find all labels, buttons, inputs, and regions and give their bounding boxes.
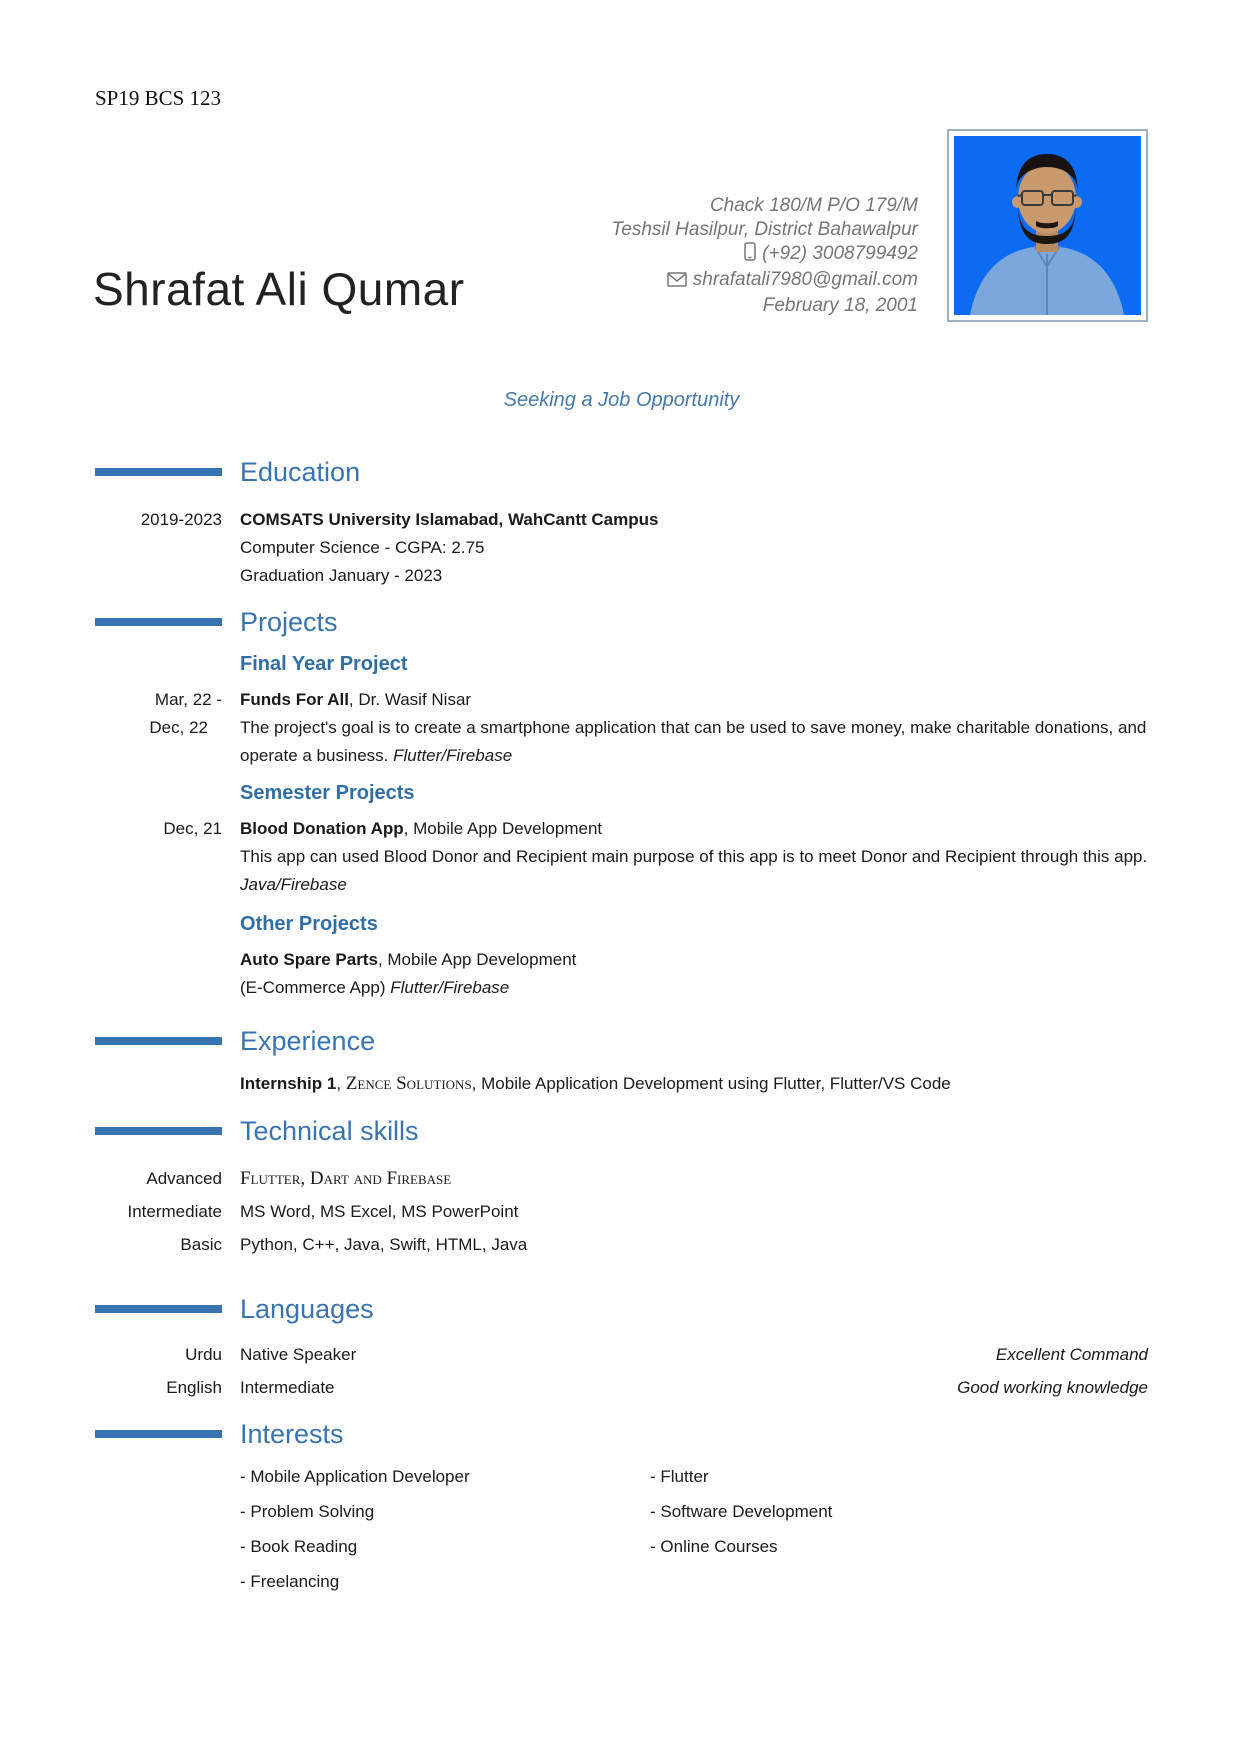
language-level: Native Speaker [240, 1345, 357, 1364]
final-year-project-entry [95, 686, 1148, 770]
interest-item: - Book Reading [240, 1533, 650, 1561]
profile-photo-illustration [954, 136, 1141, 315]
section-title-projects: Projects [240, 607, 338, 637]
final-year-project-dates [95, 686, 222, 770]
skill-row [95, 1228, 1148, 1261]
section-rule [95, 468, 222, 476]
description-text: This app can used Blood Donor and Recipient main purpose of this app is to meet Donor and Recipient through this app. [240, 847, 1148, 866]
section-rule [95, 618, 222, 626]
candidate-name: Shrafat Ali Qumar [93, 263, 465, 315]
section-title-experience: Experience [240, 1026, 376, 1056]
address-line-2: Teshsil Hasilpur, District Bahawalpur [611, 219, 918, 240]
other-project-date [95, 946, 222, 1002]
section-languages [95, 1292, 1148, 1404]
experience-company: Zence Solutions [345, 1073, 472, 1094]
profile-photo [947, 129, 1148, 322]
education-school: COMSATS University Islamabad, WahCantt Campus [240, 510, 659, 529]
project-name: Funds For All [240, 690, 349, 709]
section-rule [95, 1037, 222, 1045]
skill-level: Basic [180, 1235, 222, 1254]
email-address: shrafatali7980@gmail.com [692, 269, 918, 290]
section-rule [95, 1127, 222, 1135]
other-project-entry [95, 946, 1148, 1002]
project-tech: Flutter/Firebase [393, 746, 513, 765]
interest-item: - Online Courses [650, 1533, 1148, 1561]
experience-entry [95, 1070, 1148, 1098]
language-row [95, 1338, 1148, 1371]
interest-item: - Problem Solving [240, 1498, 650, 1526]
semester-project-entry [95, 815, 1148, 899]
experience-role: Internship 1 [240, 1074, 337, 1093]
education-years: 2019-2023 [140, 510, 222, 529]
projects-header [95, 605, 1148, 639]
subsection-semester-projects: Semester Projects [240, 782, 415, 804]
skills-header [95, 1114, 1148, 1148]
student-id: SP19 BCS 123 [95, 86, 222, 110]
project-description [240, 843, 1148, 899]
interest-item: - Flutter [650, 1463, 1148, 1491]
separator: , [336, 1074, 346, 1093]
project-tech: Java/Firebase [240, 875, 347, 894]
languages-header [95, 1292, 1148, 1326]
section-education [95, 455, 1148, 590]
section-title-languages: Languages [240, 1294, 374, 1324]
skills-rows [95, 1162, 1148, 1261]
contact-block [611, 194, 918, 318]
experience-header [95, 1024, 1148, 1058]
section-title-skills: Technical skills [240, 1116, 419, 1146]
project-name: Auto Spare Parts [240, 950, 378, 969]
skill-level: Intermediate [127, 1202, 222, 1221]
experience-date [95, 1070, 222, 1098]
project-name-suffix: , Mobile App Development [403, 819, 603, 838]
education-degree: Computer Science - CGPA: 2.75 [240, 538, 485, 557]
project-tech: Flutter/Firebase [390, 978, 510, 997]
envelope-icon [667, 270, 687, 294]
education-entry [95, 506, 1148, 590]
project-name: Blood Donation App [240, 819, 404, 838]
experience-details [240, 1070, 1148, 1098]
skill-level: Advanced [146, 1169, 222, 1188]
interests-grid [240, 1463, 1148, 1603]
description-text: The project's goal is to create a smartphone application that can be used to save money, make charitable donations, and operate a business. [240, 718, 1147, 765]
header [0, 0, 1241, 340]
subsection-other-projects: Other Projects [240, 913, 378, 935]
skill-row [95, 1162, 1148, 1195]
language-comment: Good working knowledge [957, 1378, 1148, 1397]
description-text: (E-Commerce App) [240, 978, 386, 997]
project-name-suffix: , Dr. Wasif Nisar [348, 690, 472, 709]
section-experience [95, 1024, 1148, 1098]
project-title-line [240, 686, 1148, 714]
section-technical-skills [95, 1114, 1148, 1261]
education-graduation: Graduation January - 2023 [240, 566, 443, 585]
skill-row [95, 1195, 1148, 1228]
section-rule [95, 1305, 222, 1313]
project-title-line [240, 815, 1148, 843]
interest-item: - Mobile Application Developer [240, 1463, 650, 1491]
section-projects [95, 605, 1148, 1002]
project-description [240, 974, 1148, 1002]
education-details [240, 506, 1148, 590]
language-comment: Excellent Command [995, 1345, 1148, 1364]
semester-project-details [240, 815, 1148, 899]
language-row [95, 1371, 1148, 1404]
project-name-suffix: , Mobile App Development [377, 950, 577, 969]
section-title-interests: Interests [240, 1419, 344, 1449]
skill-value: Python, C++, Java, Swift, HTML, Java [240, 1235, 528, 1254]
project-description [240, 714, 1148, 770]
phone-line [611, 242, 918, 268]
section-interests [95, 1417, 1148, 1603]
address-line-1: Chack 180/M P/O 179/M [709, 195, 918, 216]
language-name: English [166, 1378, 222, 1397]
date-end: Dec, 22 [149, 718, 208, 737]
content [0, 386, 1241, 1603]
interests-column-right [650, 1463, 1148, 1603]
experience-description: , Mobile Application Development using Flutter, Flutter/VS Code [471, 1074, 951, 1093]
email-line [611, 268, 918, 294]
birth-date: February 18, 2001 [762, 295, 918, 316]
interests-column-left [240, 1463, 650, 1603]
other-project-details [240, 946, 1148, 1002]
quote: Seeking a Job Opportunity [503, 389, 740, 411]
mobile-phone-icon [744, 242, 756, 268]
subsection-final-year-project: Final Year Project [240, 653, 408, 675]
education-header [95, 455, 1148, 489]
section-rule [95, 1430, 222, 1438]
interest-item: - Freelancing [240, 1568, 650, 1596]
interests-header [95, 1417, 1148, 1451]
project-title-line [240, 946, 1148, 974]
phone-number: (+92) 3008799492 [762, 243, 918, 264]
section-title-education: Education [240, 457, 361, 487]
skill-value: MS Word, MS Excel, MS PowerPoint [240, 1202, 519, 1221]
date-start: Mar, 22 - [154, 690, 222, 709]
semester-project-date: Dec, 21 [163, 819, 222, 838]
language-name: Urdu [185, 1345, 222, 1364]
final-year-project-details [240, 686, 1148, 770]
language-rows [95, 1338, 1148, 1404]
skill-value: Flutter, Dart and Firebase [240, 1168, 452, 1189]
language-level: Intermediate [240, 1378, 335, 1397]
interest-item: - Software Development [650, 1498, 1148, 1526]
